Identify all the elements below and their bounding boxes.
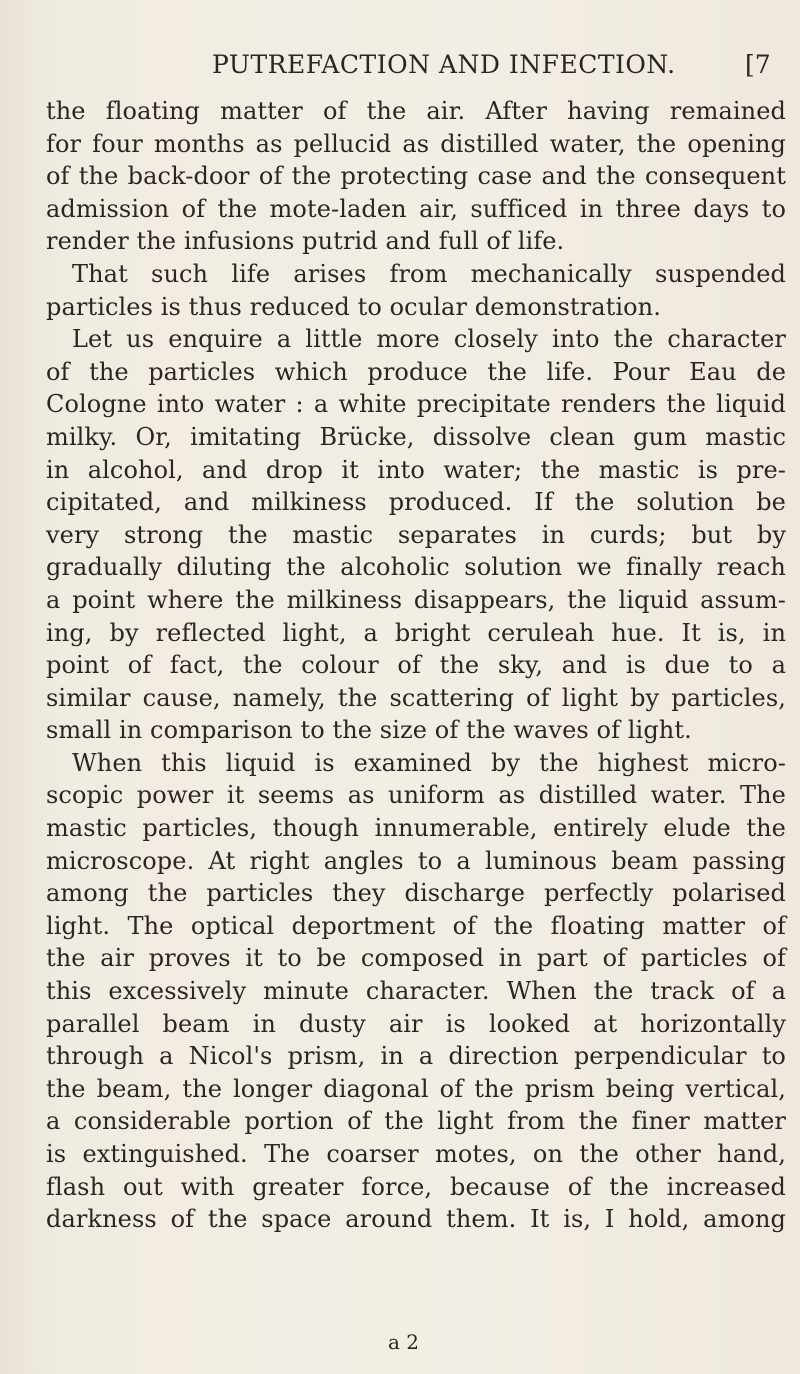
text-line: That such life arises from mechanically suspended [72,259,786,288]
text-line: milky. Or, imitating Brücke, dissolve clean gum mastic [46,422,786,451]
text-line: particles is thus reduced to ocular demonstration. [46,292,661,321]
text-line: in alcohol, and drop it into water; the mastic is pre- [46,455,786,484]
text-line: very strong the mastic separates in curds; but by [46,520,786,549]
text-line: this excessively minute character. When the track of a [46,977,786,1006]
text-line: parallel beam in dusty air is looked at horizontally [46,1009,786,1038]
text-line: point of fact, the colour of the sky, and is due to a [46,651,786,680]
page-number: [7 [745,50,771,79]
text-line: When this liquid is examined by the highest micro- [72,748,786,777]
text-line: for four months as pellucid as distilled water, the opening [46,129,786,158]
text-line: darkness of the space around them. It is, I hold, among [46,1205,786,1234]
text-line: flash out with greater force, because of the increased [46,1172,786,1201]
page-header [0,50,800,90]
text-line: light. The optical deportment of the floating matter of [46,911,786,940]
text-line: small in comparison to the size of the waves of light. [46,716,692,745]
running-title: PUTREFACTION AND INFECTION. [212,50,676,79]
text-line: is extinguished. The coarser motes, on the other hand, [46,1140,786,1168]
text-line: gradually diluting the alcoholic solution we finally reach [46,553,786,582]
text-line: similar cause, namely, the scattering of light by particles, [46,683,786,712]
text-line: the air proves it to be composed in part of particles of [46,944,786,973]
body-text [46,95,786,1236]
text-line: mastic particles, though innumerable, entirely elude the [46,814,786,843]
printer-signature-mark: a 2 [388,1330,420,1354]
text-line: Cologne into water : a white precipitate renders the liquid [46,390,786,419]
text-line: ing, by reflected light, a bright ceruleah hue. It is, in [46,618,786,647]
text-line: through a Nicol's prism, in a direction perpendicular to [46,1042,786,1071]
text-line: the beam, the longer diagonal of the prism being vertical, [46,1074,786,1103]
text-line: scopic power it seems as uniform as distilled water. The [46,781,786,810]
text-line: Let us enquire a little more closely into the character [72,325,786,354]
text-line: microscope. At right angles to a luminous beam passing [46,846,786,875]
text-line: of the particles which produce the life. Pour Eau de [46,357,786,386]
text-line: a considerable portion of the light from the finer matter [46,1107,786,1136]
text-line: among the particles they discharge perfectly polarised [46,879,786,908]
text-line: render the infusions putrid and full of life. [46,227,565,256]
text-line: of the back-door of the protecting case and the consequent [46,162,786,191]
text-line: admission of the mote-laden air, sufficed in three days to [46,194,786,223]
text-line: the floating matter of the air. After having remained [46,97,786,125]
text-line: cipitated, and milkiness produced. If the solution be [46,488,786,517]
text-line: a point where the milkiness disappears, the liquid assum- [46,585,786,614]
